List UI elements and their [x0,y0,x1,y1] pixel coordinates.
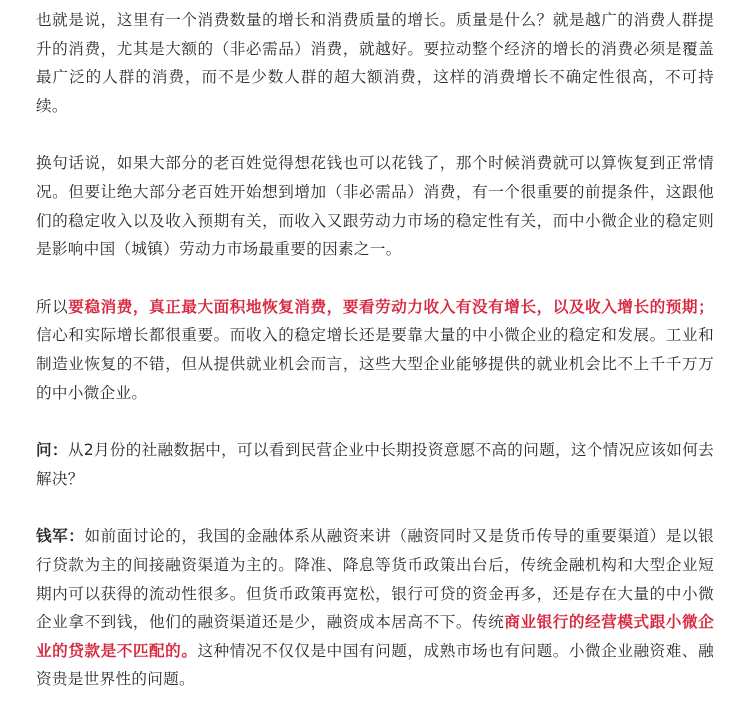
paragraph-consumer-income [36,149,714,263]
paragraph-consumption-quality [36,6,714,120]
paragraph-answer [36,522,714,694]
paragraph-question [36,436,714,493]
speaker-label: 钱军： [36,527,85,546]
answer-text: 如前面讨论的，我国的金融体系从融资来讲（融资同时又是货币传导的重要渠道）是以银行贷款为主的间接融资渠道为主的。降准、降息等货币政策出台后，传统金融机构和大型企业短期内可以获得的流动性很多。但货币政策再宽松，银行可贷的资金再多，还是存在大量的中小微企业拿不到钱，他们的融资渠道还是少，融资成本居高不下。传统 [36,527,714,632]
text-segment: 换句话说，如果大部分的老百姓觉得想花钱也可以花钱了，那个时候消费就可以算恢复到正常情况。但要让绝大部分老百姓开始想到增加（非必需品）消费，有一个很重要的前提条件，这跟他们的稳定收入以及收入预期有关，而收入又跟劳动力市场的稳定性有关，而中小微企业的稳定则是影响中国（城镇）劳动力市场最重要的因素之一。 [36,154,714,259]
question-text: 从2月份的社融数据中，可以看到民营企业中长期投资意愿不高的问题，这个情况应该如何去解决？ [36,441,714,488]
highlighted-text: 要稳消费，真正最大面积地恢复消费，要看劳动力收入有没有增长，以及收入增长的预期； [68,297,714,316]
text-segment: 也就是说，这里有一个消费数量的增长和消费质量的增长。质量是什么？就是越广的消费人群提升的消费，尤其是大额的（非必需品）消费，就越好。要拉动整个经济的增长的消费必须是覆盖最广泛的人群的消费，而不是少数人群的超大额消费，这样的消费增长不确定性很高，不可持续。 [36,11,714,115]
paragraph-stabilize-consumption [36,293,714,407]
text-segment: 所以 [36,297,69,316]
text-segment: 信心和实际增长都很重要。而收入的稳定增长还是要靠大量的中小微企业的稳定和发展。工业和制造业恢复的不错，但从提供就业机会而言，这些大型企业能够提供的就业机会比不上千千万万的中小微企业。 [36,326,714,402]
answer-text: 这种情况不仅仅是中国有问题，成熟市场也有问题。小微企业融资难、融资贵是世界性的问题。 [36,641,714,689]
highlighted-text: 商业银行的经营模式跟小微企业的贷款是不匹配的。 [36,613,714,660]
question-label: 问： [36,441,68,460]
